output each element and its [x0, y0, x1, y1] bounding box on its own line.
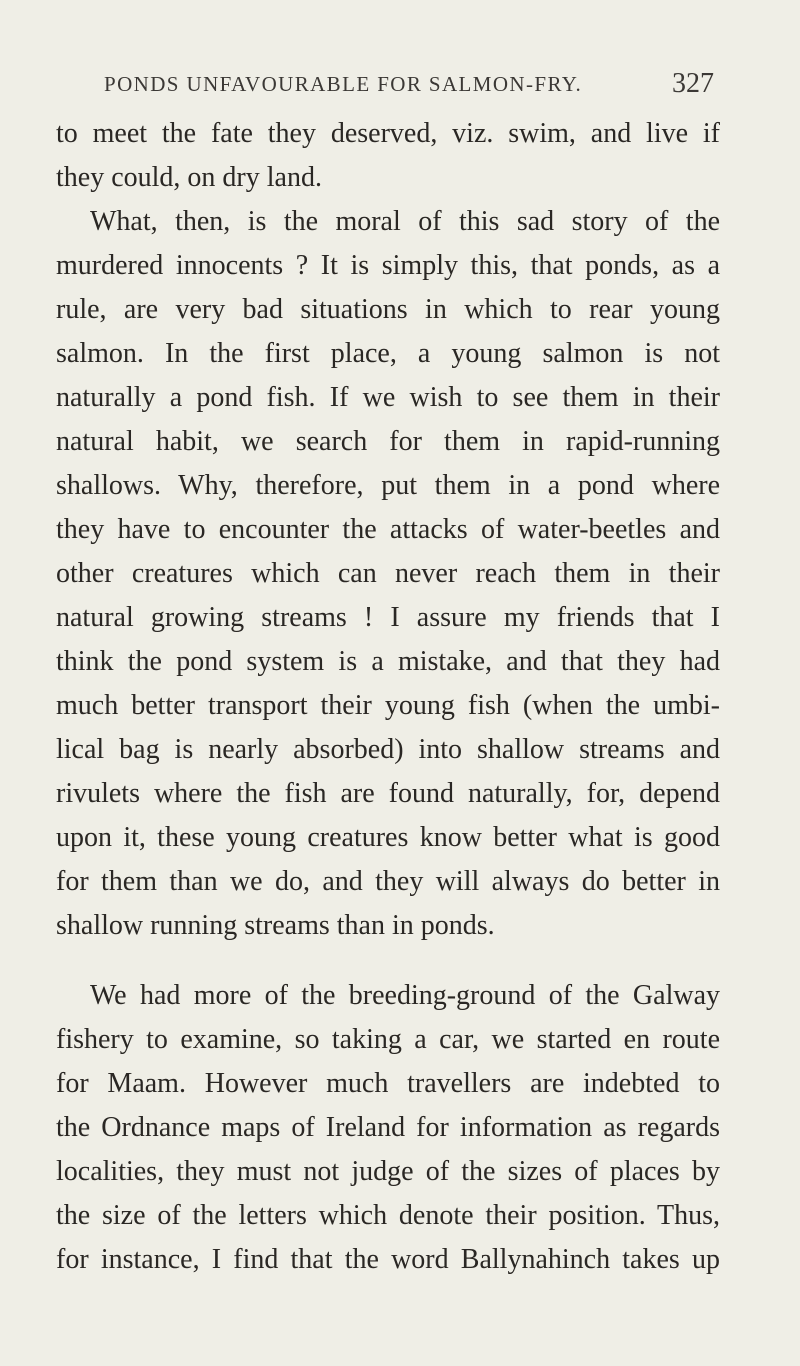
text-line: to meet the fate they deserved, viz. swim, and live if [56, 118, 720, 149]
text-line: salmon. In the first place, a young salmon is not [56, 338, 720, 369]
text-line: for Maam. However much travellers are indebted to [56, 1068, 720, 1099]
text-line: they could, on dry land. [56, 162, 322, 193]
text-line: rule, are very bad situations in which to rear young [56, 294, 720, 325]
paragraph-2 [56, 200, 720, 948]
paragraph-1 [56, 112, 720, 200]
text-line: naturally a pond fish. If we wish to see them in their [56, 382, 720, 413]
text-line: for them than we do, and they will always do better in [56, 866, 720, 897]
text-line: What, then, is the moral of this sad story of the [90, 206, 720, 237]
text-line: rivulets where the fish are found naturally, for, depend [56, 778, 720, 809]
body-text [56, 112, 720, 1282]
text-line: natural growing streams ! I assure my friends that I [56, 602, 720, 633]
text-line: think the pond system is a mistake, and that they had [56, 646, 720, 677]
text-line: lical bag is nearly absorbed) into shallow streams and [56, 734, 720, 765]
text-line: upon it, these young creatures know better what is good [56, 822, 720, 853]
running-title: PONDS UNFAVOURABLE FOR SALMON-FRY. [104, 72, 583, 96]
text-line: for instance, I find that the word Ballynahinch takes up [56, 1244, 720, 1275]
text-line: fishery to examine, so taking a car, we started en route [56, 1024, 720, 1055]
text-line: localities, they must not judge of the sizes of places by [56, 1156, 720, 1187]
paragraph-3 [56, 974, 720, 1282]
text-line: they have to encounter the attacks of water-beetles and [56, 514, 720, 545]
text-line: much better transport their young fish (when the umbi- [56, 690, 720, 721]
text-line: the size of the letters which denote their position. Thus, [56, 1200, 720, 1231]
page-number: 327 [672, 68, 714, 99]
paragraph-spacing [56, 948, 720, 974]
text-line: murdered innocents ? It is simply this, that ponds, as a [56, 250, 720, 281]
text-line: the Ordnance maps of Ireland for information as regards [56, 1112, 720, 1143]
text-line: other creatures which can never reach them in their [56, 558, 720, 589]
text-line: shallows. Why, therefore, put them in a pond where [56, 470, 720, 501]
text-line: shallow running streams than in ponds. [56, 910, 495, 941]
text-line: We had more of the breeding-ground of the Galway [90, 980, 720, 1011]
text-line: natural habit, we search for them in rapid-running [56, 426, 720, 457]
running-head [104, 68, 714, 108]
